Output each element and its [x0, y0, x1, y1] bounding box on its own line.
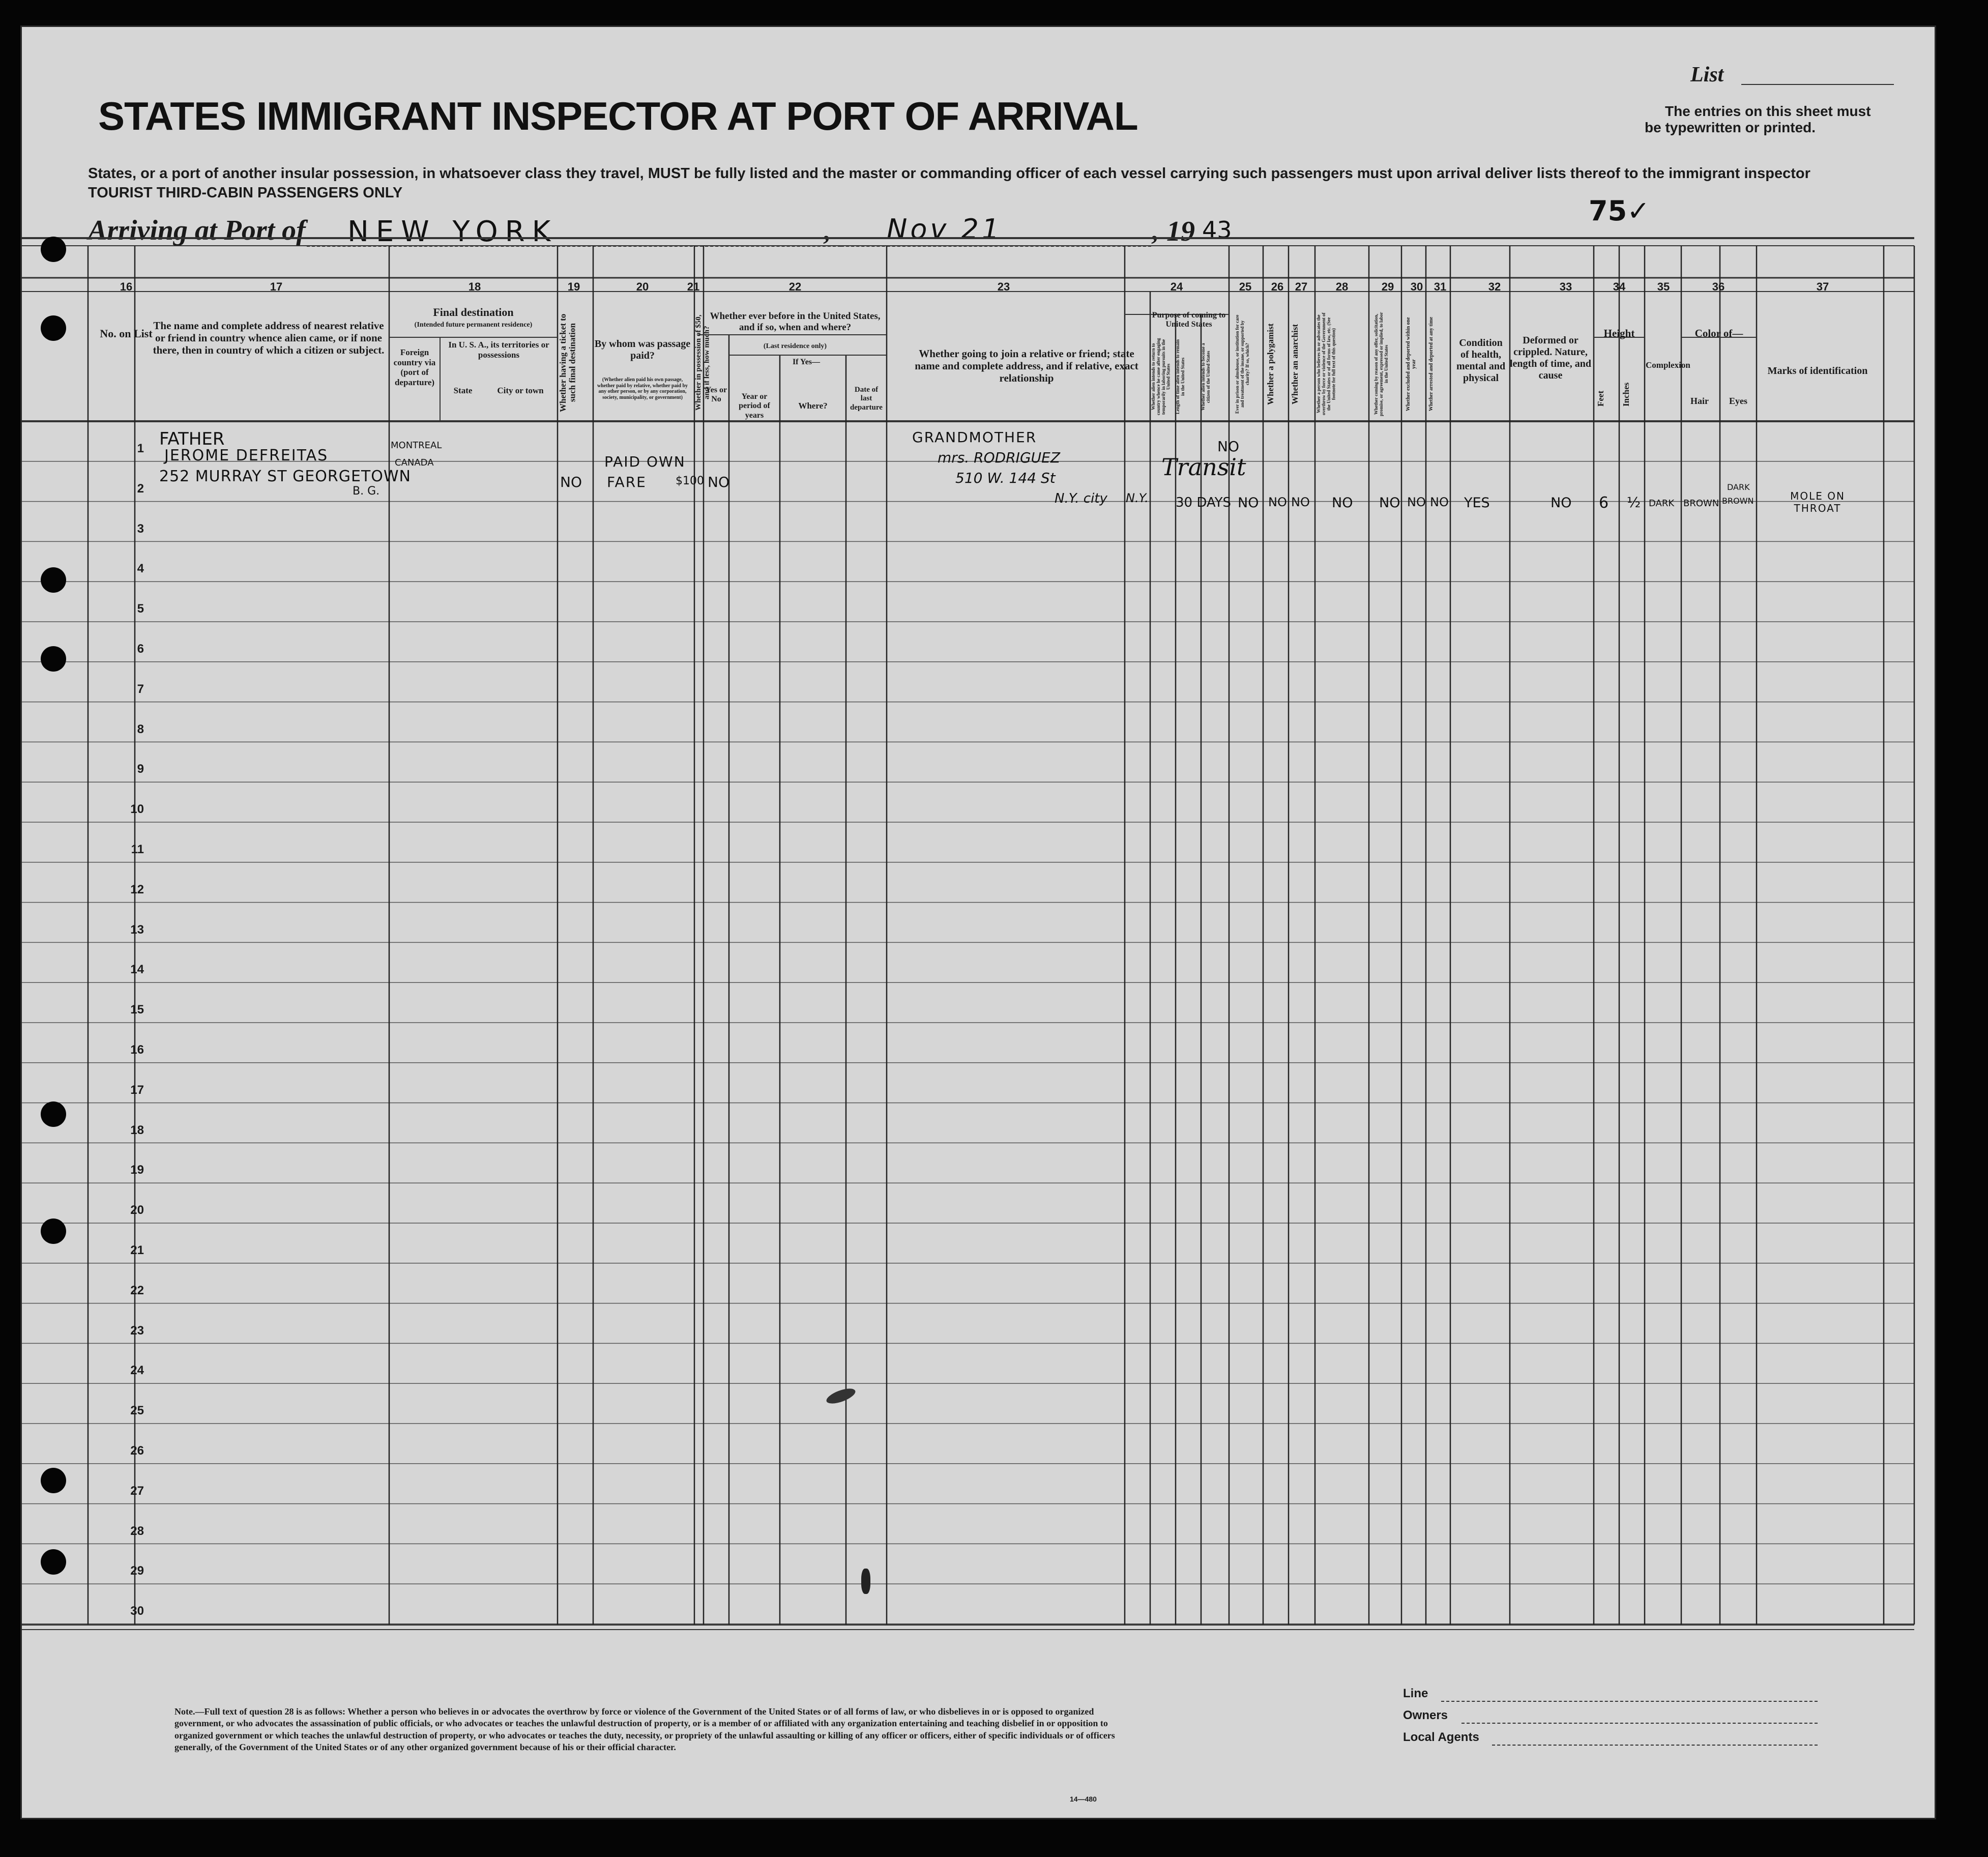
row-number: 27 — [130, 1484, 144, 1498]
entry-q31: NO — [1430, 495, 1449, 509]
heading-purpose: Purpose of coming to United States — [1152, 311, 1226, 329]
typewritten-note-1: The entries on this sheet must — [1665, 103, 1871, 119]
heading-q30: Whether excluded and deported within one year — [1406, 317, 1417, 411]
col-17: 17 — [270, 280, 283, 293]
year-suffix: 43 — [1202, 216, 1232, 244]
row-number: 19 — [130, 1163, 144, 1177]
row-number: 13 — [130, 922, 144, 937]
page-title: STATES IMMIGRANT INSPECTOR AT PORT OF ARRIVAL — [98, 94, 1138, 138]
heading-marks: Marks of identification — [1767, 365, 1868, 376]
heading-join-relative: Whether going to join a relative or friend; state name and complete address, and if relative, exact relationship — [915, 347, 1138, 385]
entry-via: MONTREAL — [391, 440, 442, 451]
row-number: 5 — [137, 602, 144, 616]
typewritten-note-2: be typewritten or printed. — [1645, 120, 1816, 135]
row-number: 1 — [137, 442, 144, 455]
heading-yes-or-no: Yes or No — [705, 386, 727, 404]
heading-if-yes: If Yes— — [792, 358, 821, 366]
col-35: 35 — [1657, 280, 1670, 293]
entry-join-line2: mrs. RODRIGUEZ — [938, 449, 1061, 466]
manifest-sheet: STATES IMMIGRANT INSPECTOR AT PORT OF ARRIVAL States, or a port of another insular possession, in whatsoever class they travel, MUST be fully listed and the master or commanding officer of each vessel carrying such passengers must upon arrival deliver lists thereof to the immigrant inspector TOURIST THIRD-CABIN PASSENGERS ONLY List The entries on this sheet must be typewritten or printed. 75✓ Arriving at Port of NEW YORK , Nov 21 , 19 43 16 17 18 19 20 21 22 23 24 25 26 27 28 29 30 31 32 33 34 35 36 37 No. on List The name and complete address of nearest relative or friend in country whence alien came, or if none there, then in country of which a citizen or subject. Final destination (Intended future permanent residence) Foreign country via (port of departure) In U. S. A., its territories or possessions State City or town Whether having a ticket to such final destination By whom was passage paid? (Whether alien paid his own passage, whether paid by relative, whether paid by any other person, or by any corporation, society, municipality, or government) Whether in possession of $50, and if less, how much? Whether ever before in the United States, and if so, when and where? (Last residence only) If Yes— Yes or No Year or period of years Where? Date of last departure Whether going to join a relative or friend; state name and complete address, and if relative, exact relationship Purpose of coming to United States Whether alien intends to return to country whence he came after engaging temporarily in laboring pursuits in the United States Length of time alien intends to remain in the United States Whether alien intends to become a citizen of the United States Ever in prison or almshouse, or institution for care and treatment of the insane, or supported by charity? If so, which? Whether a polygamist Whether an anarchist Whether a person who believes in or advocates the overthrow by force or violence of the Government of the United States or of all forms of law, etc. (See footnote for full text of this question) Whether coming by reason of any offer, solicitation, promise, or agreement, expressed or implied, to labor in the United States Whether excluded and deported within one year Whether arrested and deported at any time Condition of health, mental and physical Deformed or crippled. Nature, length of time, and cause Height Feet Inches Complexion Color of— Hair Eyes Marks of identification 1 2 3 4 5 6 7 8 9 10 11 12 13 14 15 16 17 18 19 20 21 22 23 24 25 26 27 28 29 30 FATHER JEROME DEFREITAS 252 MURRAY ST GEORGETOWN B. G. MONTREAL CANADA NO PAID OWN FARE $100 NO GRANDMOTHER mrs. RODRIGUEZ 510 W. 144 St N.Y. city N.Y. Transit NO 30 DAYS NO NO NO NO NO NO NO YES NO 6 ½ DARK BROWN DARK BROWN MOLE ON THROAT Note.—Full text of question 28 is as follows: Whether a person who believes in or advocates the overthrow by force or violence of the Government of the United States or of all forms of law, or who disbelieves in or is opposed to organized government, or who advocates the assassination of public officials, or who advocates or teaches the unlawful destruction of property, or is a member of or affiliated with any organization entertaining and teaching disbelief in or opposition to organized government or which teaches the unlawful destruction of property, or who advocates or teaches the duty, necessity, or propriety of the unlawful assaulting or killing of any officer or officers, either of specific individuals or of officers generally, of the Government of the United States or of any other organized government because of his or their official character. 14—480 Line Owners Local Agents — [20, 25, 1936, 1819]
row-number: 11 — [131, 843, 144, 856]
heading-foreign-country: Foreign country via (port of departure) — [393, 347, 436, 387]
row-number: 12 — [130, 882, 144, 896]
col-25: 25 — [1239, 280, 1252, 293]
heading-ticket: Whether having a ticket to such final destination — [558, 313, 577, 412]
form-grid — [22, 27, 1935, 1818]
entry-q28: NO — [1332, 495, 1353, 511]
heading-color-of: Color of— — [1694, 327, 1743, 339]
line-label: Line — [1403, 1687, 1428, 1700]
entry-relative-line3: 252 MURRAY ST GEORGETOWN — [159, 468, 411, 485]
entry-eyes-line2: BROWN — [1722, 496, 1754, 506]
heading-where: Where? — [798, 401, 828, 411]
col-24: 24 — [1170, 280, 1183, 293]
entry-money: $100 — [676, 475, 704, 487]
row-number: 24 — [130, 1363, 144, 1378]
row-number: 23 — [130, 1323, 144, 1338]
row-number: 21 — [130, 1243, 144, 1257]
heading-polygamist: Whether a polygamist — [1266, 323, 1275, 405]
col-16: 16 — [120, 280, 133, 293]
entry-q30: NO — [1407, 495, 1426, 509]
heading-nearest-relative: The name and complete address of nearest relative or friend in country whence alien came, or if none there, then in country of which a citizen or subject. — [153, 320, 385, 357]
row-number: 3 — [137, 521, 144, 536]
entry-ticket: NO — [560, 474, 582, 490]
port-value: NEW YORK — [347, 215, 558, 248]
col-18: 18 — [468, 280, 481, 293]
entry-q26: NO — [1268, 495, 1287, 509]
heading-feet: Feet — [1596, 390, 1605, 407]
col-28: 28 — [1335, 280, 1349, 293]
row-number: 9 — [137, 762, 144, 776]
row-number: 20 — [130, 1203, 144, 1217]
row-number: 29 — [130, 1564, 144, 1578]
heading-by-whom-paid: By whom was passage paid? — [594, 338, 691, 361]
col-33: 33 — [1559, 280, 1572, 293]
col-29: 29 — [1381, 280, 1394, 293]
entry-ever-before: NO — [708, 474, 729, 490]
row-number: 16 — [130, 1043, 144, 1057]
heading-complexion: Complexion — [1646, 360, 1690, 370]
heading-final-destination: Final destination — [433, 306, 514, 318]
entry-relative-line2: JEROME DEFREITAS — [164, 447, 329, 465]
heading-purpose-b: Length of time alien intends to remain in the United States — [1175, 339, 1185, 414]
col-31: 31 — [1434, 280, 1447, 293]
row-number: 17 — [130, 1083, 144, 1097]
entry-purpose-mark: Transit — [1161, 453, 1246, 481]
heading-eyes: Eyes — [1729, 396, 1747, 406]
entry-paid-line1: PAID OWN — [604, 453, 686, 470]
date-value: Nov 21 — [887, 213, 1003, 245]
entry-join-state: N.Y. — [1126, 491, 1149, 505]
heading-final-destination-sub: (Intended future permanent residence) — [414, 321, 533, 329]
col-21: 21 — [687, 280, 700, 293]
instruction-line-1: States, or a port of another insular possession, in whatsoever class they travel, MUST be fully listed and the master or commanding officer of each vessel carrying such passengers must upon arrival deliver lists thereof to the immigrant inspector — [88, 165, 1810, 182]
row-number: 28 — [130, 1524, 144, 1538]
punch-hole — [41, 646, 66, 672]
entry-inches: ½ — [1627, 494, 1641, 511]
heading-state: State — [453, 386, 473, 395]
col-36: 36 — [1712, 280, 1725, 293]
heading-q31: Whether arrested and deported at any time — [1428, 316, 1434, 412]
heading-purpose-a: Whether alien intends to return to country whence he came after engaging temporarily in laboring pursuits in the United States — [1151, 338, 1171, 416]
entry-relative-line4: B. G. — [353, 485, 380, 498]
entry-paid-line2: FARE — [607, 474, 647, 490]
entry-q25: NO — [1238, 495, 1259, 511]
entry-join-line3: 510 W. 144 St — [955, 470, 1056, 486]
local-agents-label: Local Agents — [1403, 1730, 1479, 1744]
col-27: 27 — [1295, 280, 1308, 293]
punch-hole — [41, 1218, 66, 1244]
row-number: 14 — [130, 963, 144, 977]
heading-ever-before-sub: (Last residence only) — [763, 342, 827, 350]
heading-anarchist: Whether an anarchist — [1290, 324, 1300, 404]
heading-possession-50: Whether in possession of $50, and if less, how much? — [694, 314, 711, 411]
entry-purpose-days: 30 DAYS — [1176, 495, 1232, 510]
row-number: 18 — [130, 1123, 144, 1137]
entry-join-line1: GRANDMOTHER — [912, 429, 1037, 446]
entry-purpose-no: NO — [1217, 438, 1239, 455]
row-number: 7 — [137, 682, 144, 696]
instruction-line-2: TOURIST THIRD-CABIN PASSENGERS ONLY — [88, 185, 403, 201]
punch-hole — [41, 237, 66, 262]
row-number: 30 — [130, 1604, 144, 1618]
heading-deformed: Deformed or crippled. Nature, length of time, and cause — [1510, 335, 1591, 381]
col-34: 34 — [1613, 280, 1626, 293]
row-number: 15 — [130, 1003, 144, 1017]
col-23: 23 — [997, 280, 1010, 293]
heading-prison: Ever in prison or almshouse, or institution for care and treatment of the insane, or supported by charity? If so, which? — [1235, 314, 1250, 414]
col-20: 20 — [636, 280, 649, 293]
entry-q29: NO — [1379, 495, 1400, 511]
punch-hole — [41, 1549, 66, 1575]
punch-hole — [41, 1468, 66, 1493]
list-mark: 75✓ — [1589, 195, 1650, 227]
row-number: 6 — [137, 642, 144, 656]
col-30: 30 — [1410, 280, 1423, 293]
heading-condition: Condition of health, mental and physical — [1456, 337, 1506, 384]
heading-q28: Whether a person who believes in or advocates the overthrow by force or violence of the Government of the United States or of all forms of law, etc. (See footnote for full text of this question) — [1316, 312, 1336, 416]
punch-hole — [41, 1101, 66, 1127]
row-number: 26 — [130, 1444, 144, 1458]
entry-complexion: DARK — [1649, 498, 1675, 509]
col-22: 22 — [788, 280, 802, 293]
arriving-label: Arriving at Port of — [88, 215, 306, 246]
heading-year-period: Year or period of years — [739, 392, 770, 420]
footnote-q28: Note.—Full text of question 28 is as follows: Whether a person who believes in or advocates the overthrow by force or violence of the Government of the United States or of all forms of law, or who disbelieves in or is opposed to organized government, or who advocates the assassination of public officials, or who advocates or teaches the unlawful destruction of property, or is a member of or affiliated with any organization entertaining and teaching disbelief in or opposition to organized government or which teaches the unlawful destruction of property, or who advocates or teaches the duty, necessity, or propriety of the unlawful assaulting or killing of any officer or officers, either of specific individuals or of officers generally, of the Government of the United States or of any other organized government because of his or their official character. — [174, 1706, 1115, 1753]
row-number: 25 — [130, 1404, 144, 1418]
heading-ever-before: Whether ever before in the United States, and if so, when and where? — [710, 311, 881, 333]
entry-join-line4: N.Y. city — [1055, 491, 1107, 506]
punch-hole — [41, 315, 66, 341]
punch-hole — [41, 567, 66, 593]
entry-via2: CANADA — [395, 457, 434, 468]
row-number: 22 — [130, 1283, 144, 1297]
heading-no-on-list: No. on List — [100, 327, 153, 340]
col-37: 37 — [1816, 280, 1829, 293]
entry-relative-line1: FATHER — [159, 429, 225, 449]
entry-marks: MOLE ON THROAT — [1790, 490, 1845, 514]
form-number: 14—480 — [1070, 1795, 1097, 1803]
col-32: 32 — [1488, 280, 1501, 293]
entry-hair: BROWN — [1683, 498, 1719, 509]
row-number: 10 — [130, 802, 144, 817]
heading-date-last-departure: Date of last departure — [850, 386, 883, 412]
heading-by-whom-paid-sub: (Whether alien paid his own passage, whether paid by relative, whether paid by any other person, or by any corporation, society, municipality, or government) — [597, 377, 688, 400]
entry-health: YES — [1464, 495, 1490, 511]
col-19: 19 — [567, 280, 580, 293]
heading-purpose-c: Whether alien intends to become a citizen of the United States — [1201, 343, 1211, 411]
row-number: 8 — [137, 722, 144, 736]
heading-in-usa: In U. S. A., its territories or possessions — [448, 340, 549, 360]
row-number: 2 — [137, 481, 144, 496]
heading-height: Height — [1603, 327, 1635, 339]
heading-city: City or town — [497, 386, 544, 395]
heading-inches: Inches — [1621, 382, 1631, 407]
heading-q29: Whether coming by reason of any offer, solicitation, promise, or agreement, expressed or implied, to labor in the United States — [1373, 312, 1389, 416]
entry-deformed: NO — [1551, 495, 1572, 511]
owners-label: Owners — [1403, 1708, 1448, 1722]
entry-eyes-line1: DARK — [1727, 482, 1750, 492]
entry-feet: 6 — [1599, 494, 1609, 512]
col-26: 26 — [1271, 280, 1284, 293]
row-number: 4 — [137, 562, 144, 576]
entry-q27: NO — [1291, 495, 1310, 509]
list-label: List — [1690, 63, 1724, 86]
heading-hair: Hair — [1690, 396, 1709, 406]
year-prefix: 19 — [1166, 216, 1195, 247]
